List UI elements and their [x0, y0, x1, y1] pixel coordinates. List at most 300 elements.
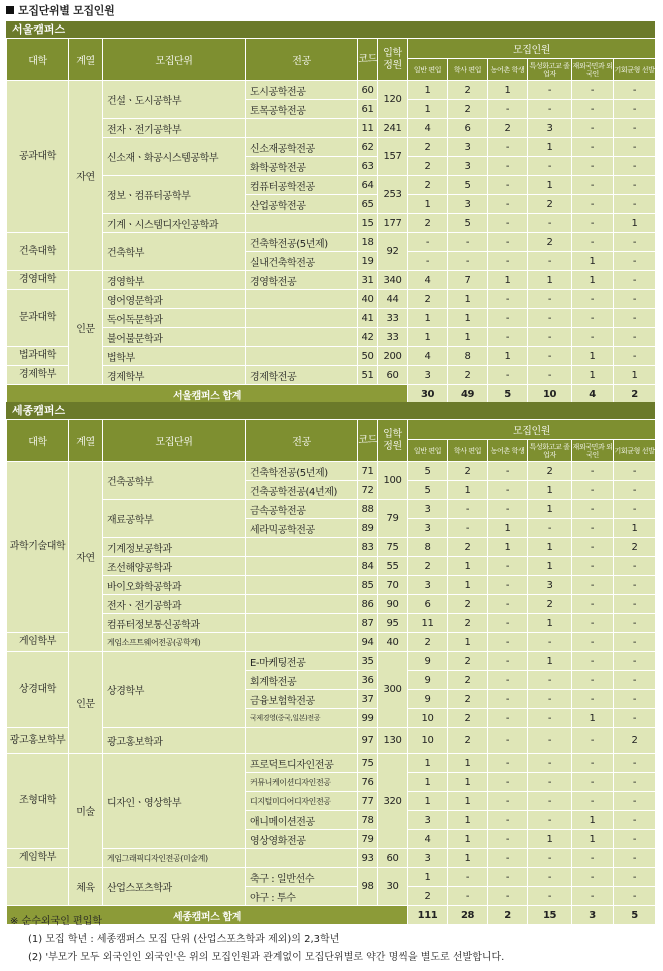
cell-3: 실내건축학전공	[246, 252, 358, 271]
table-row	[7, 309, 656, 328]
cell-2: 컴퓨터정보통신공학과	[103, 614, 246, 633]
cell-6: 3	[408, 849, 448, 868]
cell-4: 76	[358, 773, 378, 792]
cell-11: 1	[614, 214, 656, 233]
table-row	[7, 233, 656, 252]
cell-9: -	[528, 157, 572, 176]
total-value: 10	[528, 385, 572, 404]
cell-4: 94	[358, 633, 378, 652]
cell-3: 금융보험학전공	[246, 690, 358, 709]
cell-2: 산업스포츠학과	[103, 868, 246, 906]
cell-9: 1	[528, 500, 572, 519]
cell-8: -	[488, 309, 528, 328]
cell-2: 불어불문학과	[103, 328, 246, 347]
cell-4: 87	[358, 614, 378, 633]
cell-8: -	[488, 366, 528, 385]
cell-6: 5	[408, 462, 448, 481]
cell-10: -	[572, 328, 614, 347]
cell-11: 1	[614, 519, 656, 538]
cell-10: -	[572, 309, 614, 328]
cell-3: 도시공학전공	[246, 81, 358, 100]
cell-11: -	[614, 595, 656, 614]
cell-6: 5	[408, 481, 448, 500]
cell-11: -	[614, 576, 656, 595]
total-value: 2	[488, 906, 528, 925]
cell-8: 1	[488, 81, 528, 100]
cell-9: -	[528, 887, 572, 906]
cell-8: -	[488, 887, 528, 906]
cell-4: 35	[358, 652, 378, 671]
cell-2: 건축공학부	[103, 462, 246, 500]
col-recruit-5: 기회균형 선발	[614, 59, 656, 81]
cell-8: -	[488, 830, 528, 849]
cell-8: -	[488, 773, 528, 792]
table-row	[7, 595, 656, 614]
cell-7: 1	[448, 557, 488, 576]
cell-4: 84	[358, 557, 378, 576]
cell-11: -	[614, 347, 656, 366]
cell-8: -	[488, 849, 528, 868]
square-bullet-icon	[6, 6, 14, 14]
cell-7: -	[448, 252, 488, 271]
cell-5: 79	[378, 500, 408, 538]
cell-10: -	[572, 157, 614, 176]
cell-10: 1	[572, 709, 614, 728]
table-row	[7, 119, 656, 138]
cell-2: 영어영문학과	[103, 290, 246, 309]
cell-6: 3	[408, 500, 448, 519]
cell-6: 2	[408, 138, 448, 157]
cell-5: 44	[378, 290, 408, 309]
col-recruit-2: 농어촌 학생	[488, 440, 528, 462]
cell-8: 1	[488, 519, 528, 538]
cell-10: -	[572, 462, 614, 481]
cell-4: 88	[358, 500, 378, 519]
cell-0: 게임학부	[7, 849, 69, 868]
cell-6: 2	[408, 633, 448, 652]
cell-9: -	[528, 728, 572, 754]
cell-6: 1	[408, 309, 448, 328]
sejong-campus-header: 세종캠퍼스	[6, 402, 655, 419]
total-value: 2	[614, 385, 656, 404]
total-row	[7, 385, 656, 404]
cell-4: 64	[358, 176, 378, 195]
cell-11: -	[614, 195, 656, 214]
cell-7: 2	[448, 366, 488, 385]
cell-11: 1	[614, 366, 656, 385]
table-row	[7, 214, 656, 233]
cell-4: 86	[358, 595, 378, 614]
cell-11: 2	[614, 538, 656, 557]
cell-5: 90	[378, 595, 408, 614]
total-label: 서울캠퍼스 합계	[7, 385, 408, 404]
cell-11: -	[614, 81, 656, 100]
cell-4: 60	[358, 81, 378, 100]
cell-4: 78	[358, 811, 378, 830]
cell-9: 1	[528, 481, 572, 500]
cell-3: 회계학전공	[246, 671, 358, 690]
cell-11: -	[614, 138, 656, 157]
cell-7: 1	[448, 290, 488, 309]
cell-2: 광고홍보학과	[103, 728, 246, 754]
cell-3	[246, 214, 358, 233]
cell-5: 55	[378, 557, 408, 576]
cell-5: 33	[378, 328, 408, 347]
cell-8: -	[488, 690, 528, 709]
col-college: 대학	[7, 420, 69, 462]
table-row	[7, 176, 656, 195]
cell-2: 독어독문학과	[103, 309, 246, 328]
cell-5: 70	[378, 576, 408, 595]
col-recruit-0: 일반 편입	[408, 440, 448, 462]
cell-5: 253	[378, 176, 408, 214]
cell-6: -	[408, 233, 448, 252]
cell-6: 10	[408, 728, 448, 754]
cell-0: 조형대학	[7, 754, 69, 849]
cell-2: 정보ㆍ컴퓨터공학부	[103, 176, 246, 214]
cell-8: -	[488, 214, 528, 233]
cell-10: -	[572, 652, 614, 671]
cell-7: 3	[448, 195, 488, 214]
cell-7: 1	[448, 309, 488, 328]
table-row	[7, 500, 656, 519]
col-recruit-4: 재외국민과 외국인	[572, 440, 614, 462]
cell-3: 토목공학전공	[246, 100, 358, 119]
cell-7: 1	[448, 754, 488, 773]
cell-3: 국제경영(중국,일본)전공	[246, 709, 358, 728]
cell-6: 1	[408, 792, 448, 811]
cell-7: 1	[448, 481, 488, 500]
cell-6: 9	[408, 690, 448, 709]
cell-10: -	[572, 500, 614, 519]
cell-8: -	[488, 709, 528, 728]
cell-11: -	[614, 309, 656, 328]
cell-9: 2	[528, 195, 572, 214]
cell-8: 1	[488, 538, 528, 557]
col-recruit: 모집인원	[408, 420, 656, 440]
cell-6: 2	[408, 557, 448, 576]
cell-6: 1	[408, 773, 448, 792]
table-row	[7, 462, 656, 481]
total-value: 5	[488, 385, 528, 404]
cell-8: -	[488, 100, 528, 119]
cell-7: -	[448, 519, 488, 538]
cell-9: 1	[528, 830, 572, 849]
cell-8: -	[488, 157, 528, 176]
cell-10: -	[572, 138, 614, 157]
cell-6: 10	[408, 709, 448, 728]
cell-10: -	[572, 792, 614, 811]
cell-8: -	[488, 576, 528, 595]
cell-6: 4	[408, 271, 448, 290]
cell-4: 99	[358, 709, 378, 728]
cell-7: 1	[448, 792, 488, 811]
cell-11: -	[614, 271, 656, 290]
cell-3	[246, 119, 358, 138]
cell-4: 77	[358, 792, 378, 811]
cell-7: 2	[448, 81, 488, 100]
cell-9: -	[528, 328, 572, 347]
cell-7: 1	[448, 849, 488, 868]
note-title: ※ 순수외국인 편입학	[10, 916, 103, 927]
cell-8: -	[488, 754, 528, 773]
cell-10: -	[572, 195, 614, 214]
cell-3: 축구 : 일반선수	[246, 868, 358, 887]
cell-7: 1	[448, 328, 488, 347]
cell-3: 산업공학전공	[246, 195, 358, 214]
cell-3: 신소재공학전공	[246, 138, 358, 157]
cell-7: 1	[448, 576, 488, 595]
cell-0: 공과대학	[7, 81, 69, 233]
table-row	[7, 576, 656, 595]
cell-5: 92	[378, 233, 408, 271]
cell-9: -	[528, 849, 572, 868]
cell-9: -	[528, 868, 572, 887]
cell-9: 3	[528, 576, 572, 595]
cell-6: 6	[408, 595, 448, 614]
cell-6: 8	[408, 538, 448, 557]
cell-4: 65	[358, 195, 378, 214]
cell-7: 1	[448, 633, 488, 652]
cell-3: 세라믹공학전공	[246, 519, 358, 538]
cell-7: 5	[448, 214, 488, 233]
cell-9: -	[528, 347, 572, 366]
cell-9: 1	[528, 538, 572, 557]
col-recruit-3: 특성화고교 졸업자	[528, 440, 572, 462]
cell-4: 40	[358, 290, 378, 309]
cell-1: 인문	[69, 652, 103, 754]
cell-8: -	[488, 633, 528, 652]
col-field: 계열	[69, 420, 103, 462]
seoul-campus-header: 서울캠퍼스	[6, 21, 655, 38]
cell-6: 4	[408, 830, 448, 849]
cell-8: 1	[488, 347, 528, 366]
cell-7: 2	[448, 671, 488, 690]
table-row	[7, 633, 656, 652]
cell-3: 경제학전공	[246, 366, 358, 385]
cell-9: -	[528, 100, 572, 119]
cell-4: 36	[358, 671, 378, 690]
cell-4: 72	[358, 481, 378, 500]
cell-9: 1	[528, 271, 572, 290]
cell-10: -	[572, 868, 614, 887]
table-row	[7, 538, 656, 557]
cell-3: 건축공학전공(4년제)	[246, 481, 358, 500]
cell-8: -	[488, 252, 528, 271]
cell-3: 애니메이션전공	[246, 811, 358, 830]
col-unit: 모집단위	[103, 420, 246, 462]
cell-6: 2	[408, 290, 448, 309]
cell-7: 2	[448, 595, 488, 614]
cell-7: 3	[448, 157, 488, 176]
cell-1: 미술	[69, 754, 103, 868]
col-field: 계열	[69, 39, 103, 81]
cell-3	[246, 728, 358, 754]
cell-6: 3	[408, 811, 448, 830]
cell-4: 37	[358, 690, 378, 709]
col-recruit-4: 재외국민과 외국인	[572, 59, 614, 81]
cell-3	[246, 538, 358, 557]
cell-5: 30	[378, 868, 408, 906]
cell-11: -	[614, 887, 656, 906]
cell-5: 130	[378, 728, 408, 754]
cell-5: 75	[378, 538, 408, 557]
cell-4: 31	[358, 271, 378, 290]
table-row	[7, 652, 656, 671]
cell-2: 조선해양공학과	[103, 557, 246, 576]
cell-5: 33	[378, 309, 408, 328]
cell-4: 62	[358, 138, 378, 157]
cell-9: 1	[528, 614, 572, 633]
cell-5: 120	[378, 81, 408, 119]
cell-3: 경영학전공	[246, 271, 358, 290]
cell-0: 문과대학	[7, 290, 69, 347]
cell-10: -	[572, 233, 614, 252]
col-recruit: 모집인원	[408, 39, 656, 59]
cell-11: -	[614, 557, 656, 576]
cell-3: 디지털미디어디자인전공	[246, 792, 358, 811]
cell-9: -	[528, 252, 572, 271]
cell-7: 1	[448, 830, 488, 849]
cell-2: 전자ㆍ전기공학과	[103, 595, 246, 614]
cell-3	[246, 347, 358, 366]
cell-10: -	[572, 214, 614, 233]
cell-6: 1	[408, 328, 448, 347]
cell-9: -	[528, 811, 572, 830]
cell-11: -	[614, 328, 656, 347]
cell-3: 금속공학전공	[246, 500, 358, 519]
cell-2: 경제학부	[103, 366, 246, 385]
cell-8: -	[488, 614, 528, 633]
cell-11: -	[614, 830, 656, 849]
cell-2: 경영학부	[103, 271, 246, 290]
cell-7: 1	[448, 773, 488, 792]
cell-0: 과학기술대학	[7, 462, 69, 633]
cell-4: 41	[358, 309, 378, 328]
total-value: 5	[614, 906, 656, 925]
cell-9: -	[528, 519, 572, 538]
col-recruit-1: 학사 편입	[448, 59, 488, 81]
table-row	[7, 557, 656, 576]
cell-11: -	[614, 233, 656, 252]
cell-4: 51	[358, 366, 378, 385]
cell-9: 1	[528, 557, 572, 576]
cell-9: -	[528, 754, 572, 773]
cell-7: 2	[448, 462, 488, 481]
cell-4: 19	[358, 252, 378, 271]
cell-6: 9	[408, 671, 448, 690]
cell-4: 98	[358, 868, 378, 906]
cell-11: -	[614, 176, 656, 195]
cell-8: -	[488, 481, 528, 500]
cell-2: 기계정보공학과	[103, 538, 246, 557]
cell-8: 1	[488, 271, 528, 290]
cell-2: 신소재ㆍ화공시스템공학부	[103, 138, 246, 176]
total-value: 111	[408, 906, 448, 925]
cell-8: -	[488, 652, 528, 671]
cell-7: -	[448, 887, 488, 906]
note-1: (1) 모집 학년 : 세종캠퍼스 모집 단위 (산업스포츠학과 제외)의 2,3학년	[28, 934, 340, 945]
cell-7: 8	[448, 347, 488, 366]
cell-9: -	[528, 290, 572, 309]
cell-5: 157	[378, 138, 408, 176]
cell-8: -	[488, 811, 528, 830]
cell-1: 인문	[69, 271, 103, 385]
total-value: 28	[448, 906, 488, 925]
cell-7: 2	[448, 709, 488, 728]
cell-6: 4	[408, 119, 448, 138]
seoul-table	[6, 38, 656, 404]
cell-3: 야구 : 투수	[246, 887, 358, 906]
cell-4: 93	[358, 849, 378, 868]
cell-4: 61	[358, 100, 378, 119]
cell-5: 40	[378, 633, 408, 652]
cell-6: 4	[408, 347, 448, 366]
col-recruit-5: 기회균형 선발	[614, 440, 656, 462]
cell-11: -	[614, 652, 656, 671]
cell-6: 2	[408, 214, 448, 233]
col-college: 대학	[7, 39, 69, 81]
cell-7: -	[448, 868, 488, 887]
cell-6: 2	[408, 157, 448, 176]
cell-3	[246, 328, 358, 347]
col-major: 전공	[246, 420, 358, 462]
cell-5: 200	[378, 347, 408, 366]
cell-8: -	[488, 462, 528, 481]
cell-10: -	[572, 849, 614, 868]
cell-10: -	[572, 595, 614, 614]
cell-6: 3	[408, 519, 448, 538]
cell-3: E-마케팅전공	[246, 652, 358, 671]
table-row	[7, 868, 656, 887]
table-row	[7, 347, 656, 366]
cell-11: -	[614, 868, 656, 887]
cell-6: 11	[408, 614, 448, 633]
cell-8: -	[488, 195, 528, 214]
cell-8: 2	[488, 119, 528, 138]
table-row	[7, 138, 656, 157]
table-row	[7, 366, 656, 385]
cell-9: -	[528, 690, 572, 709]
cell-11: -	[614, 633, 656, 652]
cell-6: 2	[408, 176, 448, 195]
cell-8: -	[488, 868, 528, 887]
table-row	[7, 614, 656, 633]
cell-11: -	[614, 252, 656, 271]
cell-7: 2	[448, 652, 488, 671]
cell-4: 15	[358, 214, 378, 233]
cell-9: -	[528, 633, 572, 652]
cell-4: 89	[358, 519, 378, 538]
table-row	[7, 81, 656, 100]
cell-11: -	[614, 462, 656, 481]
cell-4: 75	[358, 754, 378, 773]
cell-8: -	[488, 500, 528, 519]
cell-9: -	[528, 773, 572, 792]
cell-8: -	[488, 671, 528, 690]
cell-10: -	[572, 690, 614, 709]
cell-10: -	[572, 290, 614, 309]
cell-5: 320	[378, 754, 408, 849]
cell-6: 3	[408, 576, 448, 595]
cell-2: 상경학부	[103, 652, 246, 728]
cell-7: 7	[448, 271, 488, 290]
cell-0: 경영대학	[7, 271, 69, 290]
cell-5: 300	[378, 652, 408, 728]
cell-3	[246, 290, 358, 309]
cell-3: 컴퓨터공학전공	[246, 176, 358, 195]
cell-11: -	[614, 754, 656, 773]
